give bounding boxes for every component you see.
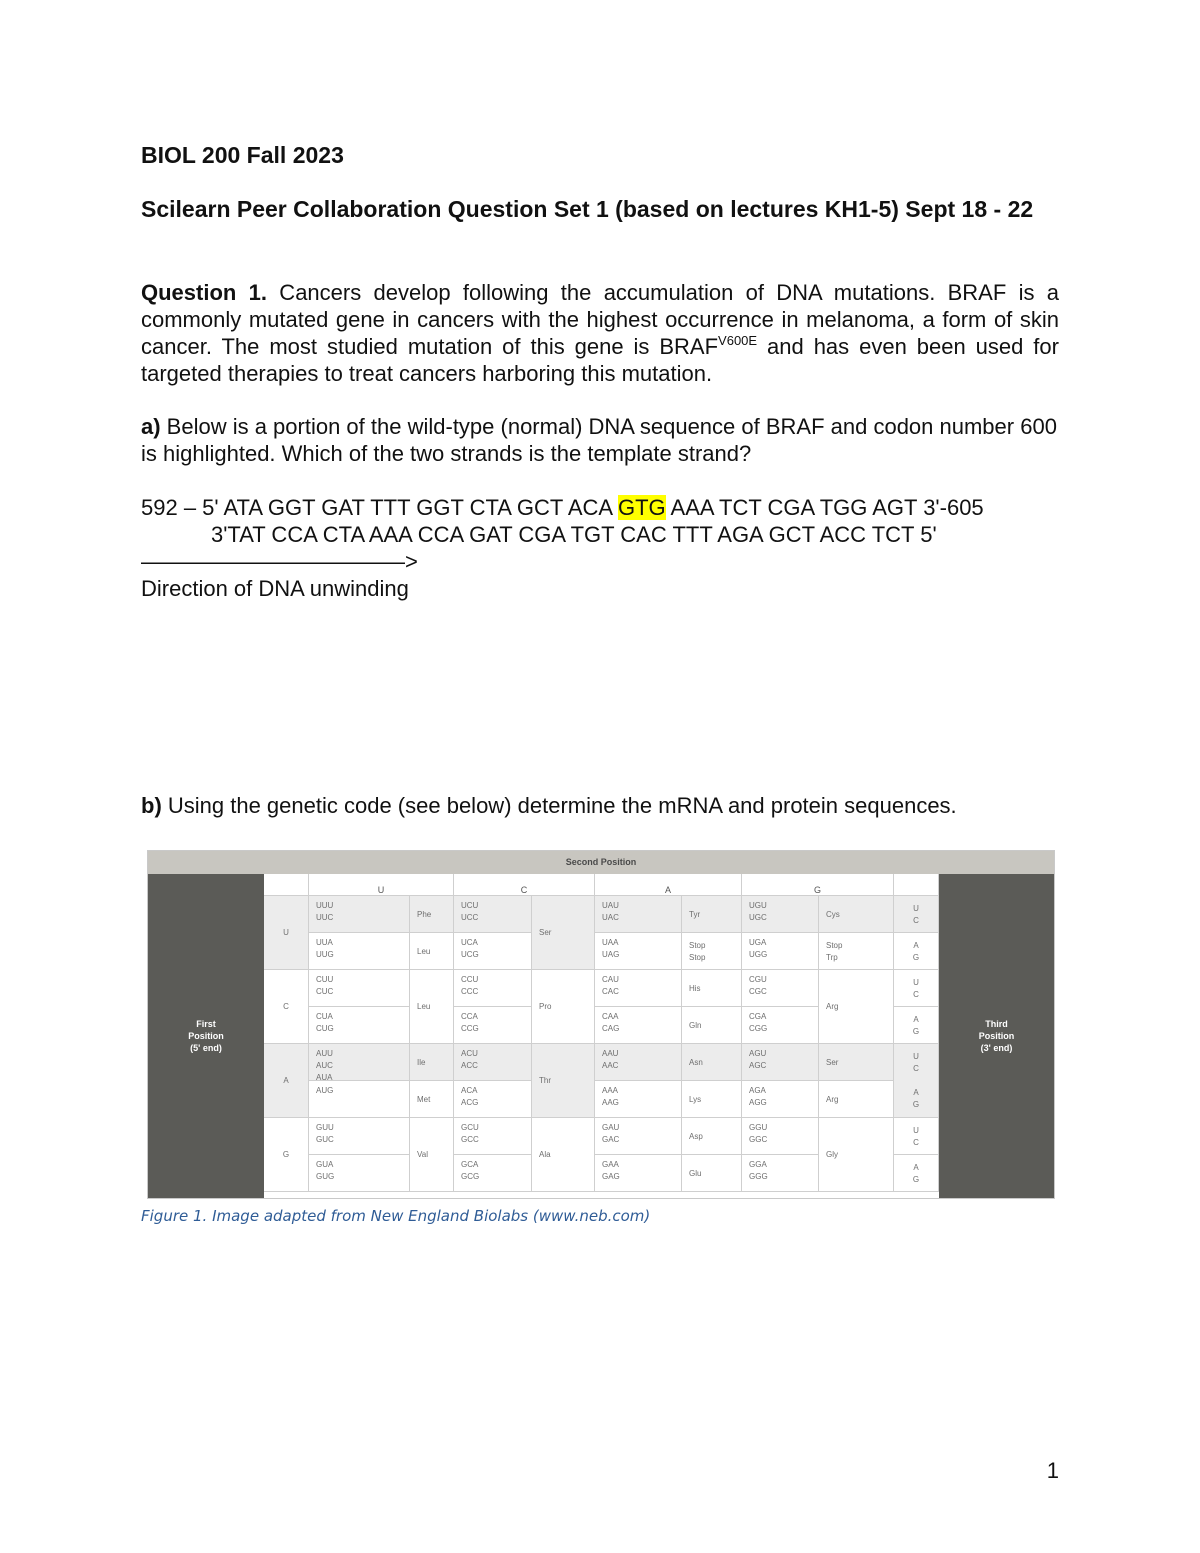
first-position-A <box>264 1044 309 1118</box>
part-a-text <box>141 413 1059 467</box>
first-position-G-text: G <box>282 1150 290 1159</box>
codon-cell <box>309 970 410 1007</box>
amino-acid-u <box>410 933 454 970</box>
amino-acid-a-text: Gln <box>689 1021 702 1030</box>
first-position-U <box>264 896 309 970</box>
amino-acid-g-text: Arg <box>826 1095 839 1104</box>
amino-acid-g-text: Cys <box>826 910 840 919</box>
amino-acid-u-text: Leu <box>417 1002 431 1011</box>
codon-cell-text: GUU GUC <box>316 1123 334 1144</box>
codon-cell <box>454 970 532 1007</box>
codon-cell-text: GCU GCC <box>461 1123 479 1144</box>
codon-cell <box>309 1044 410 1081</box>
question-set-title: Scilearn Peer Collaboration Question Set 1 (based on lectures KH1-5) Sept 18 - 22 <box>141 196 1034 222</box>
second-position-U <box>309 874 454 896</box>
second-position-A-text: A <box>664 885 671 895</box>
codon-cell-text: UUA UUG <box>316 938 334 959</box>
codon-cell-text: AGA AGG <box>749 1086 767 1107</box>
codon-cell-text: GCA GCG <box>461 1160 480 1181</box>
question-1-label: Question 1. <box>141 280 267 305</box>
third-position-bases <box>894 1044 939 1118</box>
codon-cell-text: CUA CUG <box>316 1012 334 1033</box>
third-position-bases-text: U C A G <box>912 1052 920 1109</box>
amino-acid-a-text: Asp <box>689 1132 703 1141</box>
third-position-bases-text: A G <box>912 1015 920 1036</box>
amino-acid-a-text: Glu <box>689 1169 702 1178</box>
codon-cell-text: UGA UGG <box>749 938 768 959</box>
amino-acid-a <box>682 896 742 933</box>
second-position-C <box>454 874 595 896</box>
amino-acid-g <box>819 970 894 1044</box>
amino-acid-g-text: Ser <box>826 1058 839 1067</box>
codon-cell-text: CAA CAG <box>602 1012 620 1033</box>
codon-cell-text: GGU GGC <box>749 1123 768 1144</box>
unwinding-label: Direction of DNA unwinding <box>141 576 409 601</box>
codon-cell-text: UCU UCC <box>461 901 479 922</box>
codon-cell <box>595 933 682 970</box>
second-position-G <box>742 874 894 896</box>
codon-cell-text: UAA UAG <box>602 938 620 959</box>
codon-cell-text: GAU GAC <box>602 1123 620 1144</box>
amino-acid-a <box>682 1118 742 1155</box>
third-position-bases <box>894 1118 939 1155</box>
amino-acid-u-text: Phe <box>417 910 432 919</box>
codon-cell-text: ACA ACG <box>461 1086 479 1107</box>
codon-cell <box>742 1155 819 1192</box>
codon-cell <box>309 896 410 933</box>
codon-cell-text: CCU CCC <box>461 975 479 996</box>
codon-cell <box>742 1044 819 1081</box>
amino-acid-a-text: Stop Stop <box>689 941 706 962</box>
amino-acid-u <box>410 896 454 933</box>
amino-acid-a-text: Asn <box>689 1058 703 1067</box>
first-position-A-text: A <box>283 1076 289 1085</box>
codon-cell <box>595 1044 682 1081</box>
third-position-bases-text: U C <box>913 1126 919 1147</box>
amino-acid-a <box>682 970 742 1007</box>
amino-acid-c-text: Pro <box>539 1002 552 1011</box>
part-b-text <box>141 792 1059 819</box>
amino-acid-a <box>682 1155 742 1192</box>
part-a-label: a) <box>141 414 161 439</box>
amino-acid-g-text: Stop Trp <box>826 941 843 962</box>
codon-cell <box>309 1118 410 1155</box>
codon-cell <box>742 1007 819 1044</box>
mutation-superscript: V600E <box>718 333 758 348</box>
amino-acid-c <box>532 896 595 970</box>
third-position-bases <box>894 896 939 933</box>
question-1-body-a: Cancers develop following the accumulation of DNA mutations. BRAF is a commonly mutated gene in cancers with the highest occurrence in melanoma, a form of skin cancer. The most studied mutation of this gene is BRAF <box>141 280 1060 359</box>
amino-acid-c <box>532 970 595 1044</box>
amino-acid-c-text: Thr <box>539 1076 551 1085</box>
first-position-panel <box>148 874 264 1198</box>
codon-cell <box>309 1007 410 1044</box>
complementary-strand-sequence: 3'TAT CCA CTA AAA CCA GAT CGA TGT CAC TTT AGA GCT ACC TCT 5' <box>211 522 937 547</box>
amino-acid-g-text: Arg <box>826 1002 839 1011</box>
third-position-bases <box>894 933 939 970</box>
codon-cell <box>742 1081 819 1118</box>
part-a-body: Below is a portion of the wild-type (normal) DNA sequence of BRAF and codon number 600 is highlighted. Which of the two strands is the template strand? <box>141 414 1057 466</box>
third-position-bases <box>894 1007 939 1044</box>
amino-acid-a <box>682 933 742 970</box>
codon-cell-text: GUA GUG <box>316 1160 335 1181</box>
amino-acid-g <box>819 1118 894 1192</box>
codon-cell-text: AAA AAG <box>602 1086 619 1107</box>
first-position-U-text: U <box>283 928 289 937</box>
third-position-bases-text: A G <box>912 941 920 962</box>
third-position-bases <box>894 970 939 1007</box>
seq1-suffix: AAA TCT CGA TGG AGT 3'-605 <box>665 495 984 520</box>
course-title: BIOL 200 Fall 2023 <box>141 142 344 168</box>
codon-cell-text: AGU AGC <box>749 1049 767 1070</box>
codon-cell-text: AUG <box>316 1086 334 1095</box>
codon-cell <box>454 1118 532 1155</box>
third-position-bases-text: A G <box>912 1163 920 1184</box>
first-position-C-text: C <box>283 1002 289 1011</box>
codon-cell <box>595 1155 682 1192</box>
part-b-label: b) <box>141 793 162 818</box>
third-position-panel <box>939 874 1054 1198</box>
amino-acid-c-text: Ser <box>539 928 552 937</box>
third-position-label: Third Position (3' end) <box>978 1019 1015 1053</box>
unwinding-arrow: ————————————> <box>141 549 418 574</box>
coding-strand-sequence <box>141 494 984 521</box>
seq1-prefix: 592 – 5' ATA GGT GAT TTT GGT CTA GCT ACA <box>141 495 618 520</box>
second-position-A <box>595 874 742 896</box>
third-position-bases <box>894 1155 939 1192</box>
first-position-label: First Position (5' end) <box>188 1019 224 1053</box>
second-position-G-text: G <box>813 885 821 895</box>
amino-acid-u-text: Leu <box>417 947 431 956</box>
codon-cell-text: CAU CAC <box>602 975 619 996</box>
part-b-body: Using the genetic code (see below) determine the mRNA and protein sequences. <box>161 793 957 818</box>
codon-cell-text: UCA UCG <box>461 938 479 959</box>
codon-cell-text: CGU CGC <box>749 975 767 996</box>
codon-cell <box>454 896 532 933</box>
amino-acid-a <box>682 1007 742 1044</box>
genetic-code-table <box>147 850 1055 1199</box>
amino-acid-u-text: Ile <box>417 1058 426 1067</box>
codon-cell <box>742 933 819 970</box>
codon-cell <box>309 933 410 970</box>
codon-cell <box>454 1155 532 1192</box>
amino-acid-c <box>532 1118 595 1192</box>
amino-acid-g <box>819 933 894 970</box>
amino-acid-g <box>819 1081 894 1118</box>
codon-cell-text: AUU AUC AUA <box>316 1049 333 1082</box>
page-number: 1 <box>1046 1458 1059 1483</box>
codon-cell <box>595 896 682 933</box>
codon-cell-text: CCA CCG <box>461 1012 479 1033</box>
amino-acid-g <box>819 896 894 933</box>
codon-cell <box>595 1118 682 1155</box>
amino-acid-u-text: Val <box>417 1150 428 1159</box>
codon-cell-text: AAU AAC <box>602 1049 619 1070</box>
amino-acid-g <box>819 1044 894 1081</box>
amino-acid-a-text: Tyr <box>689 910 701 919</box>
amino-acid-c <box>532 1044 595 1118</box>
codon-cell <box>595 1007 682 1044</box>
third-corner-cell <box>894 874 939 896</box>
second-position-header: Second Position <box>148 851 1054 874</box>
codon-cell <box>454 1007 532 1044</box>
codon-cell <box>595 970 682 1007</box>
codon-grid <box>264 874 939 1198</box>
second-position-C-text: C <box>520 885 528 895</box>
codon-cell <box>309 1081 410 1118</box>
amino-acid-a <box>682 1044 742 1081</box>
amino-acid-a-text: His <box>689 984 701 993</box>
amino-acid-u <box>410 970 454 1044</box>
third-position-bases-text: U C <box>913 978 919 999</box>
codon-cell-text: UGU UGC <box>749 901 767 922</box>
codon-cell-text: ACU ACC <box>461 1049 478 1070</box>
codon-cell <box>742 896 819 933</box>
amino-acid-u <box>410 1118 454 1192</box>
codon-cell-text: CGA CGG <box>749 1012 768 1033</box>
codon-cell-text: CUU CUC <box>316 975 334 996</box>
amino-acid-c-text: Ala <box>539 1150 551 1159</box>
first-position-G <box>264 1118 309 1192</box>
codon-600-highlight: GTG <box>617 495 666 520</box>
codon-cell <box>454 933 532 970</box>
figure-caption: Figure 1. Image adapted from New England Biolabs (www.neb.com) <box>141 1207 651 1225</box>
amino-acid-u <box>410 1081 454 1118</box>
amino-acid-a <box>682 1081 742 1118</box>
codon-cell <box>309 1155 410 1192</box>
amino-acid-a-text: Lys <box>689 1095 702 1104</box>
codon-cell <box>742 970 819 1007</box>
codon-cell <box>454 1044 532 1081</box>
first-position-C <box>264 970 309 1044</box>
question-1-text <box>141 279 1059 387</box>
second-position-U-text: U <box>377 885 385 895</box>
codon-cell-text: UAU UAC <box>602 901 619 922</box>
codon-cell <box>742 1118 819 1155</box>
codon-cell <box>595 1081 682 1118</box>
codon-cell-text: GGA GGG <box>749 1160 768 1181</box>
amino-acid-g-text: Gly <box>826 1150 838 1159</box>
question-1-body-b: and has even been used for targeted therapies to treat cancers harboring this mutation. <box>141 334 1059 386</box>
amino-acid-u <box>410 1044 454 1081</box>
codon-cell <box>454 1081 532 1118</box>
corner-cell <box>264 874 309 896</box>
amino-acid-u-text: Met <box>417 1095 431 1104</box>
codon-cell-text: GAA GAG <box>602 1160 620 1181</box>
third-position-bases-text: U C <box>913 904 919 925</box>
codon-cell-text: UUU UUC <box>316 901 334 922</box>
